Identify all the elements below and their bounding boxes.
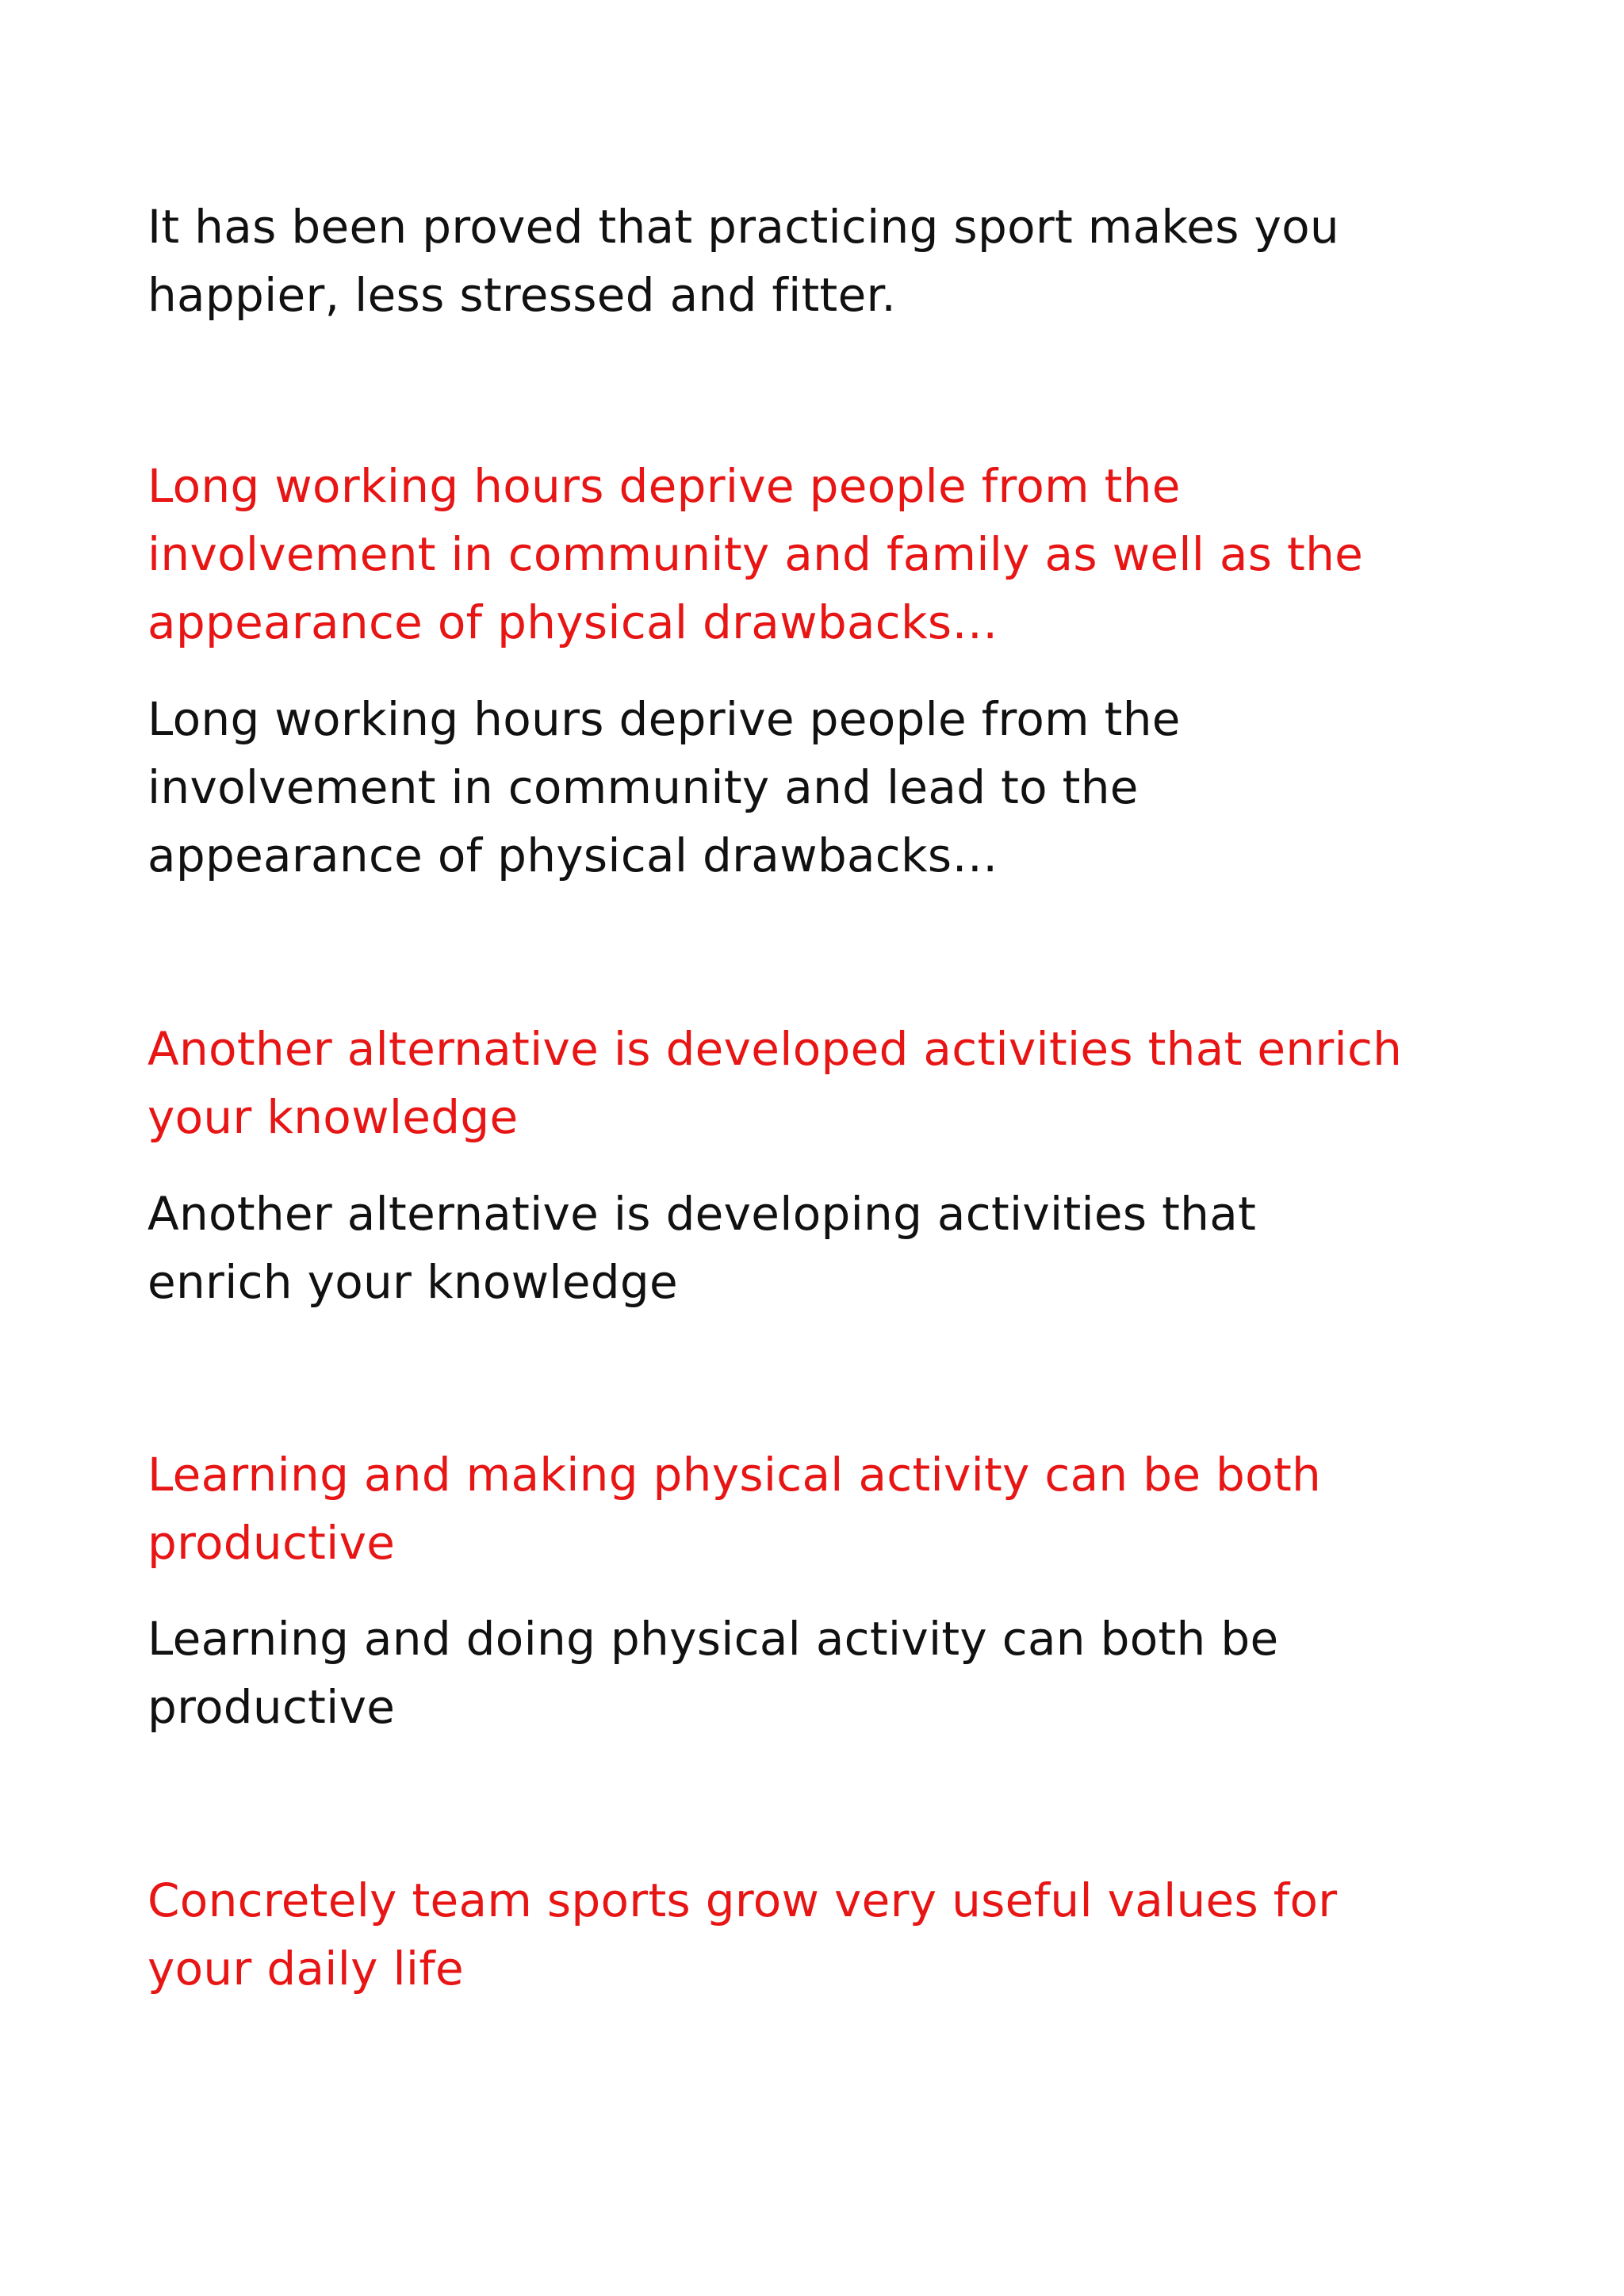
paragraph-line: happier, less stressed and fitter.	[147, 268, 897, 322]
paragraph-line: It has been proved that practicing sport makes you	[147, 200, 1339, 254]
paragraph-line: Another alternative is developing activities that	[147, 1187, 1257, 1241]
paragraph-original-2	[147, 1015, 1511, 1151]
paragraph-line: Learning and making physical activity can be both	[147, 1448, 1322, 1502]
paragraph-corrected-2	[147, 1180, 1511, 1316]
paragraph-line: Learning and doing physical activity can both be	[147, 1612, 1279, 1666]
paragraph-line: appearance of physical drawbacks…	[147, 595, 998, 649]
paragraph-line: Concretely team sports grow very useful values for	[147, 1873, 1338, 1927]
paragraph-line: your knowledge	[147, 1090, 519, 1144]
paragraph-line: appearance of physical drawbacks…	[147, 828, 998, 882]
paragraph-line: Another alternative is developed activities that enrich	[147, 1022, 1403, 1076]
paragraph-original-4	[147, 1866, 1511, 2003]
paragraph-original-3	[147, 1441, 1511, 1577]
paragraph-line: productive	[147, 1680, 396, 1734]
paragraph-intro	[147, 193, 1511, 329]
paragraph-line: Long working hours deprive people from the	[147, 459, 1181, 513]
paragraph-corrected-1	[147, 685, 1511, 890]
paragraph-corrected-3	[147, 1605, 1511, 1741]
paragraph-line: Long working hours deprive people from the	[147, 692, 1181, 746]
paragraph-line: your daily life	[147, 1942, 465, 1996]
paragraph-line: involvement in community and family as well as the	[147, 527, 1364, 581]
paragraph-line: productive	[147, 1516, 396, 1570]
paragraph-line: involvement in community and lead to the	[147, 760, 1139, 814]
paragraph-line: enrich your knowledge	[147, 1255, 679, 1309]
paragraph-original-1	[147, 452, 1511, 656]
